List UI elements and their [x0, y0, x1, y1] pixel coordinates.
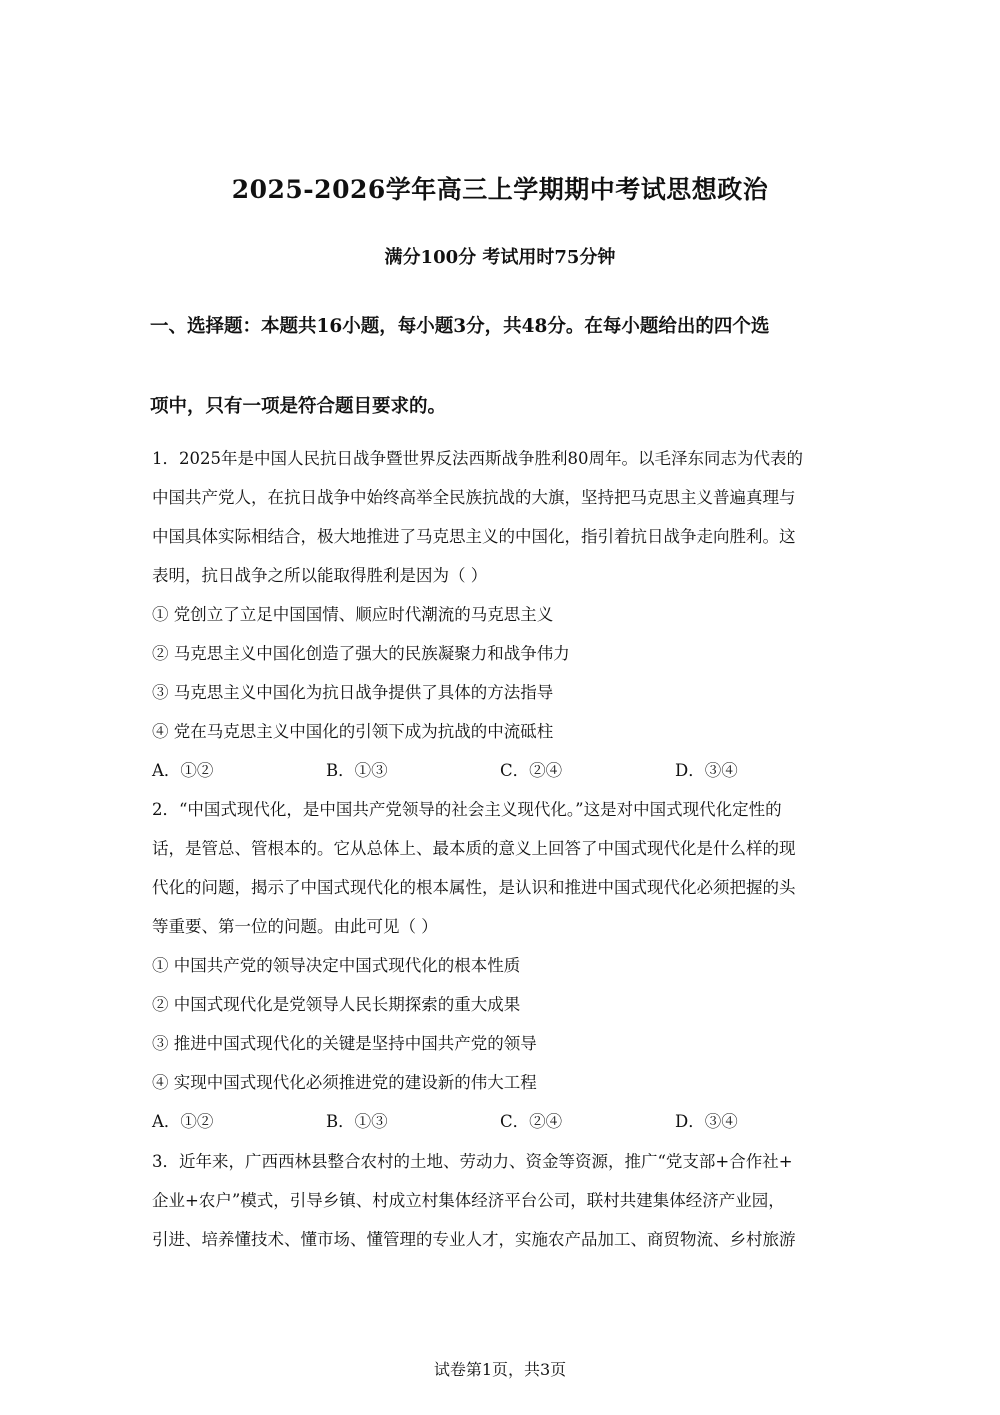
q2-options [152, 1108, 852, 1132]
q1-option-b: B．①③ [326, 761, 388, 780]
q2-option-c: C．②④ [500, 1112, 563, 1131]
q2-item: ④ 实现中国式现代化必须推进党的建设新的伟大工程 [152, 1073, 537, 1092]
q1-option-a: A．①② [152, 761, 214, 780]
q2-stem-line: 话，是管总、管根本的。它从总体上、最本质的意义上回答了中国式现代化是什么样的现 [152, 839, 796, 858]
q1-stem-line: 1．2025年是中国人民抗日战争暨世界反法西斯战争胜利80周年。以毛泽东同志为代表的 [152, 449, 803, 468]
q3-stem-line: 3．近年来，广西西林县整合农村的土地、劳动力、资金等资源，推广“党支部+合作社+ [152, 1152, 793, 1171]
q1-item: ④ 党在马克思主义中国化的引领下成为抗战的中流砥柱 [152, 722, 554, 741]
q1-option-d: D．③④ [675, 761, 738, 780]
q2-item: ① 中国共产党的领导决定中国式现代化的根本性质 [152, 956, 521, 975]
exam-subtitle: 满分100分 考试用时75分钟 [384, 247, 616, 268]
page-footer: 试卷第1页，共3页 [433, 1360, 567, 1379]
q1-stem-line: 表明，抗日战争之所以能取得胜利是因为（ ） [152, 566, 488, 585]
q1-stem-line: 中国共产党人，在抗日战争中始终高举全民族抗战的大旗，坚持把马克思主义普遍真理与 [152, 488, 796, 507]
section-heading-line-2: 项中，只有一项是符合题目要求的。 [150, 396, 447, 417]
q2-option-d: D．③④ [675, 1112, 738, 1131]
q1-item: ① 党创立了立足中国国情、顺应时代潮流的马克思主义 [152, 605, 554, 624]
q2-item: ② 中国式现代化是党领导人民长期探索的重大成果 [152, 995, 521, 1014]
q1-item: ③ 马克思主义中国化为抗日战争提供了具体的方法指导 [152, 683, 554, 702]
q2-stem-line: 等重要、第一位的问题。由此可见（ ） [152, 917, 438, 936]
q1-item: ② 马克思主义中国化创造了强大的民族凝聚力和战争伟力 [152, 644, 570, 663]
exam-title: 2025-2026学年高三上学期期中考试思想政治 [231, 175, 769, 204]
section-heading-line-1: 一、选择题：本题共16小题，每小题3分，共48分。在每小题给出的四个选 [150, 316, 770, 337]
q1-options [152, 757, 852, 781]
q3-stem-line: 企业+农户”模式，引导乡镇、村成立村集体经济平台公司，联村共建集体经济产业园， [152, 1191, 785, 1210]
q2-option-a: A．①② [152, 1112, 214, 1131]
q1-option-c: C．②④ [500, 761, 563, 780]
q2-stem-line: 代化的问题，揭示了中国式现代化的根本属性，是认识和推进中国式现代化必须把握的头 [152, 878, 796, 897]
q2-stem-line: 2．“中国式现代化，是中国共产党领导的社会主义现代化。”这是对中国式现代化定性的 [152, 800, 782, 819]
q3-stem-line: 引进、培养懂技术、懂市场、懂管理的专业人才，实施农产品加工、商贸物流、乡村旅游 [152, 1230, 796, 1249]
q2-option-b: B．①③ [326, 1112, 388, 1131]
q2-item: ③ 推进中国式现代化的关键是坚持中国共产党的领导 [152, 1034, 537, 1053]
q1-stem-line: 中国具体实际相结合，极大地推进了马克思主义的中国化，指引着抗日战争走向胜利。这 [152, 527, 796, 546]
